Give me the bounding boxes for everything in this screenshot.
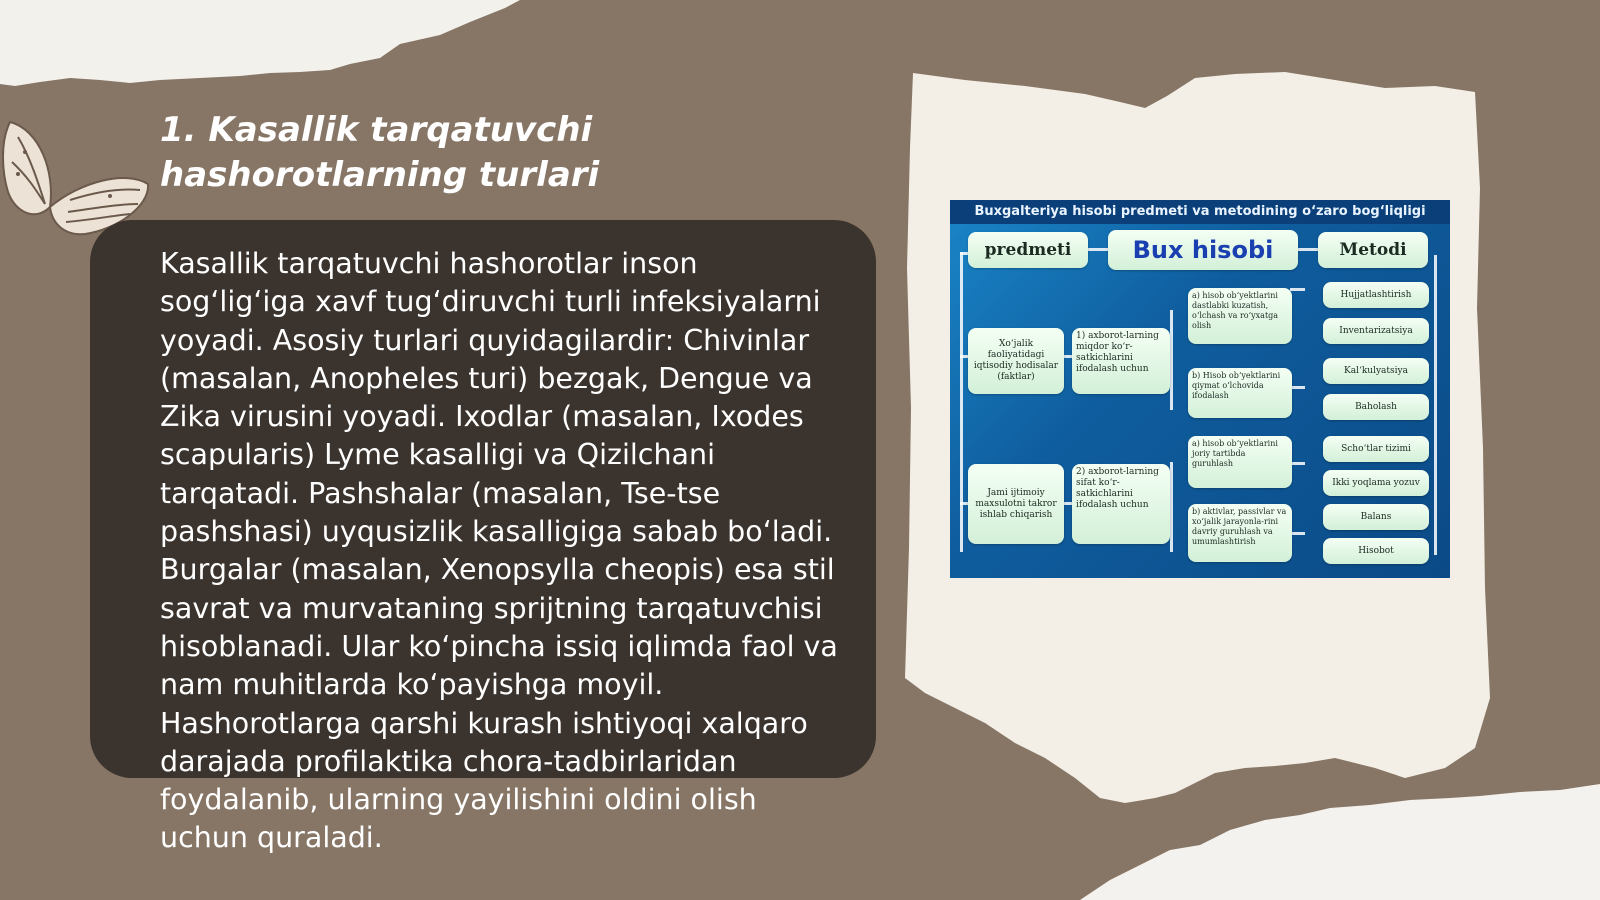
diagram-head-left: predmeti	[968, 232, 1088, 268]
connector-line	[1290, 462, 1305, 465]
diagram-left-node: Xo‘jalik faoliyatidagi iqtisodiy hodisalar (faktlar)	[968, 328, 1064, 394]
connector-line	[1170, 462, 1173, 552]
diagram-right-node: Baholash	[1323, 394, 1429, 420]
diagram-center-node: b) Hisob ob‘yektlarini qiymat o‘lchovida ifodalash	[1188, 368, 1292, 418]
connector-line	[1290, 288, 1305, 291]
accounting-diagram	[950, 200, 1450, 578]
connector-line	[1434, 255, 1437, 555]
connector-line	[1088, 248, 1108, 251]
connector-line	[960, 252, 963, 552]
diagram-mid-node: 1) axborot-larning miqdor ko‘r-satkichlarini ifodalash uchun	[1072, 328, 1170, 394]
diagram-center-node: a) hisob ob‘yektlarini joriy tartibda guruhlash	[1188, 436, 1292, 488]
diagram-center-node: a) hisob ob‘yektlarini dastlabki kuzatish, o‘lchash va ro‘yxatga olish	[1188, 288, 1292, 344]
diagram-right-node: Kal‘kulyatsiya	[1323, 358, 1429, 384]
slide-title: 1. Kasallik tarqatuvchi hashorotlarning turlari	[160, 110, 600, 195]
diagram-left-node: Jami ijtimoiy maxsulotni takror ishlab chiqarish	[968, 464, 1064, 544]
diagram-right-node: Scho‘tlar tizimi	[1323, 436, 1429, 462]
connector-line	[1170, 310, 1173, 410]
diagram-title: Buxgalteriya hisobi predmeti va metodining o‘zaro bog‘liqligi	[950, 200, 1450, 224]
diagram-right-node: Balans	[1323, 504, 1429, 530]
connector-line	[1290, 386, 1305, 389]
diagram-right-node: Hujjatlashtirish	[1323, 282, 1429, 308]
slide-body-text: Kasallik tarqatuvchi hashorotlar inson sog‘lig‘iga xavf tug‘diruvchi turli infeksiyalarni yoyadi. Asosiy turlari quyidagilardir: Chivinlar (masalan, Anopheles turi) bezgak, Dengue va Zika virusini yoyadi. Ixodlar (masalan, Ixodes scapularis) Lyme kasalligi va Qizilchani tarqatadi. Pashshalar (masalan, Tse-tse pashshasi) uyqusizlik kasalligiga sabab bo‘ladi. Burgalar (masalan, Xenopsylla cheopis) esa stil savrat va murvataning sprijtning tarqatuvchisi hisoblanadi. Ular ko‘pincha issiq iqlimda faol va nam muhitlarda ko‘payishga moyil. Hashorotlarga qarshi kurash ishtiyoqi xalqaro darajada profilaktika chora-tadbirlaridan foydalanib, ularning yayilishini oldini olish uchun quraladi.	[160, 247, 838, 855]
connector-line	[1298, 248, 1318, 251]
diagram-right-node: Inventarizatsiya	[1323, 318, 1429, 344]
connector-line	[1290, 532, 1305, 535]
diagram-center-node: b) aktivlar, passivlar va xo‘jalik jarayonla-rini davriy guruhlash va umumlashtirish	[1188, 504, 1292, 562]
diagram-right-node: Ikki yoqlama yozuv	[1323, 470, 1429, 496]
diagram-head-right: Metodi	[1318, 232, 1428, 268]
torn-paper-top	[0, 0, 520, 95]
diagram-mid-node: 2) axborot-larning sifat ko‘r-satkichlarini ifodalash uchun	[1072, 464, 1170, 544]
diagram-head-center: Bux hisobi	[1108, 230, 1298, 270]
diagram-right-node: Hisobot	[1323, 538, 1429, 564]
